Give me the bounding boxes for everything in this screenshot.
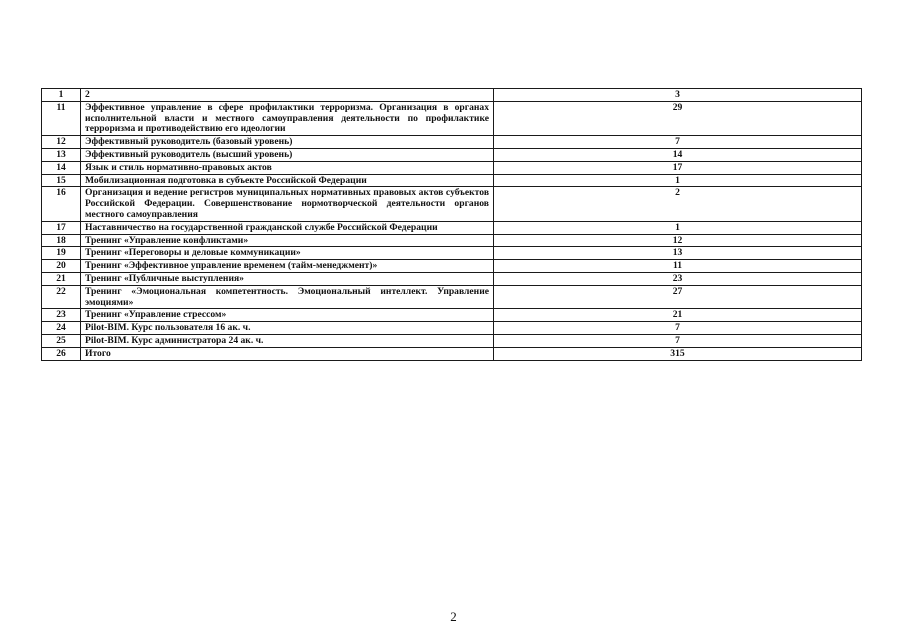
row-course-name: Мобилизационная подготовка в субъекте Российской Федерации (81, 174, 494, 187)
table-row (42, 322, 862, 335)
row-course-name: Эффективный руководитель (высший уровень) (81, 148, 494, 161)
table-row-total (42, 347, 862, 360)
table-row (42, 221, 862, 234)
row-number: 12 (42, 136, 81, 149)
page-number: 2 (450, 609, 457, 624)
row-hours: 11 (494, 260, 862, 273)
row-number: 18 (42, 234, 81, 247)
table-row (42, 309, 862, 322)
courses-table (41, 88, 862, 361)
row-course-name: Тренинг «Эмоциональная компетентность. Эмоциональный интеллект. Управление эмоциями» (81, 285, 494, 309)
row-course-name: Тренинг «Эффективное управление временем (тайм-менеджмент)» (81, 260, 494, 273)
row-course-name: Эффективное управление в сфере профилактики терроризма. Организация в органах исполнительной власти и местного самоуправления деятельности по профилактике терроризма и противодействию его идеологии (81, 101, 494, 135)
row-number: 17 (42, 221, 81, 234)
table-row (42, 234, 862, 247)
row-course-name: Организация и ведение регистров муниципальных нормативных правовых актов субъектов Российской Федерации. Совершенствование нормотворческой деятельности органов местного самоуправления (81, 187, 494, 221)
row-hours: 7 (494, 136, 862, 149)
table-row (42, 247, 862, 260)
row-course-name: Pilot-BIM. Курс пользователя 16 ак. ч. (81, 322, 494, 335)
row-hours: 1 (494, 174, 862, 187)
table-row (42, 174, 862, 187)
row-hours: 29 (494, 101, 862, 135)
header-cell-hours: 3 (494, 89, 862, 102)
row-hours: 17 (494, 161, 862, 174)
row-course-name: Итого (81, 347, 494, 360)
table-header-row (42, 89, 862, 102)
row-hours: 13 (494, 247, 862, 260)
table-row (42, 161, 862, 174)
row-hours: 21 (494, 309, 862, 322)
table-row (42, 136, 862, 149)
row-number: 21 (42, 272, 81, 285)
row-course-name: Язык и стиль нормативно-правовых актов (81, 161, 494, 174)
row-course-name: Тренинг «Управление стрессом» (81, 309, 494, 322)
row-course-name: Тренинг «Переговоры и деловые коммуникации» (81, 247, 494, 260)
table-row (42, 285, 862, 309)
table-row (42, 187, 862, 221)
table-row (42, 101, 862, 135)
row-hours: 12 (494, 234, 862, 247)
table-row (42, 148, 862, 161)
row-course-name: Эффективный руководитель (базовый уровень) (81, 136, 494, 149)
row-course-name: Тренинг «Управление конфликтами» (81, 234, 494, 247)
header-cell-name: 2 (81, 89, 494, 102)
row-number: 23 (42, 309, 81, 322)
row-hours: 27 (494, 285, 862, 309)
table-row (42, 260, 862, 273)
row-hours: 14 (494, 148, 862, 161)
row-number: 25 (42, 334, 81, 347)
table-row (42, 334, 862, 347)
row-hours: 7 (494, 322, 862, 335)
row-number: 26 (42, 347, 81, 360)
row-number: 24 (42, 322, 81, 335)
row-course-name: Наставничество на государственной гражданской службе Российской Федерации (81, 221, 494, 234)
header-cell-number: 1 (42, 89, 81, 102)
row-number: 22 (42, 285, 81, 309)
row-number: 20 (42, 260, 81, 273)
row-hours: 2 (494, 187, 862, 221)
row-number: 14 (42, 161, 81, 174)
row-number: 11 (42, 101, 81, 135)
row-number: 13 (42, 148, 81, 161)
table-row (42, 272, 862, 285)
row-number: 19 (42, 247, 81, 260)
row-number: 16 (42, 187, 81, 221)
row-hours: 23 (494, 272, 862, 285)
row-course-name: Тренинг «Публичные выступления» (81, 272, 494, 285)
row-hours: 315 (494, 347, 862, 360)
row-hours: 7 (494, 334, 862, 347)
row-number: 15 (42, 174, 81, 187)
row-hours: 1 (494, 221, 862, 234)
row-course-name: Pilot-BIM. Курс администратора 24 ак. ч. (81, 334, 494, 347)
